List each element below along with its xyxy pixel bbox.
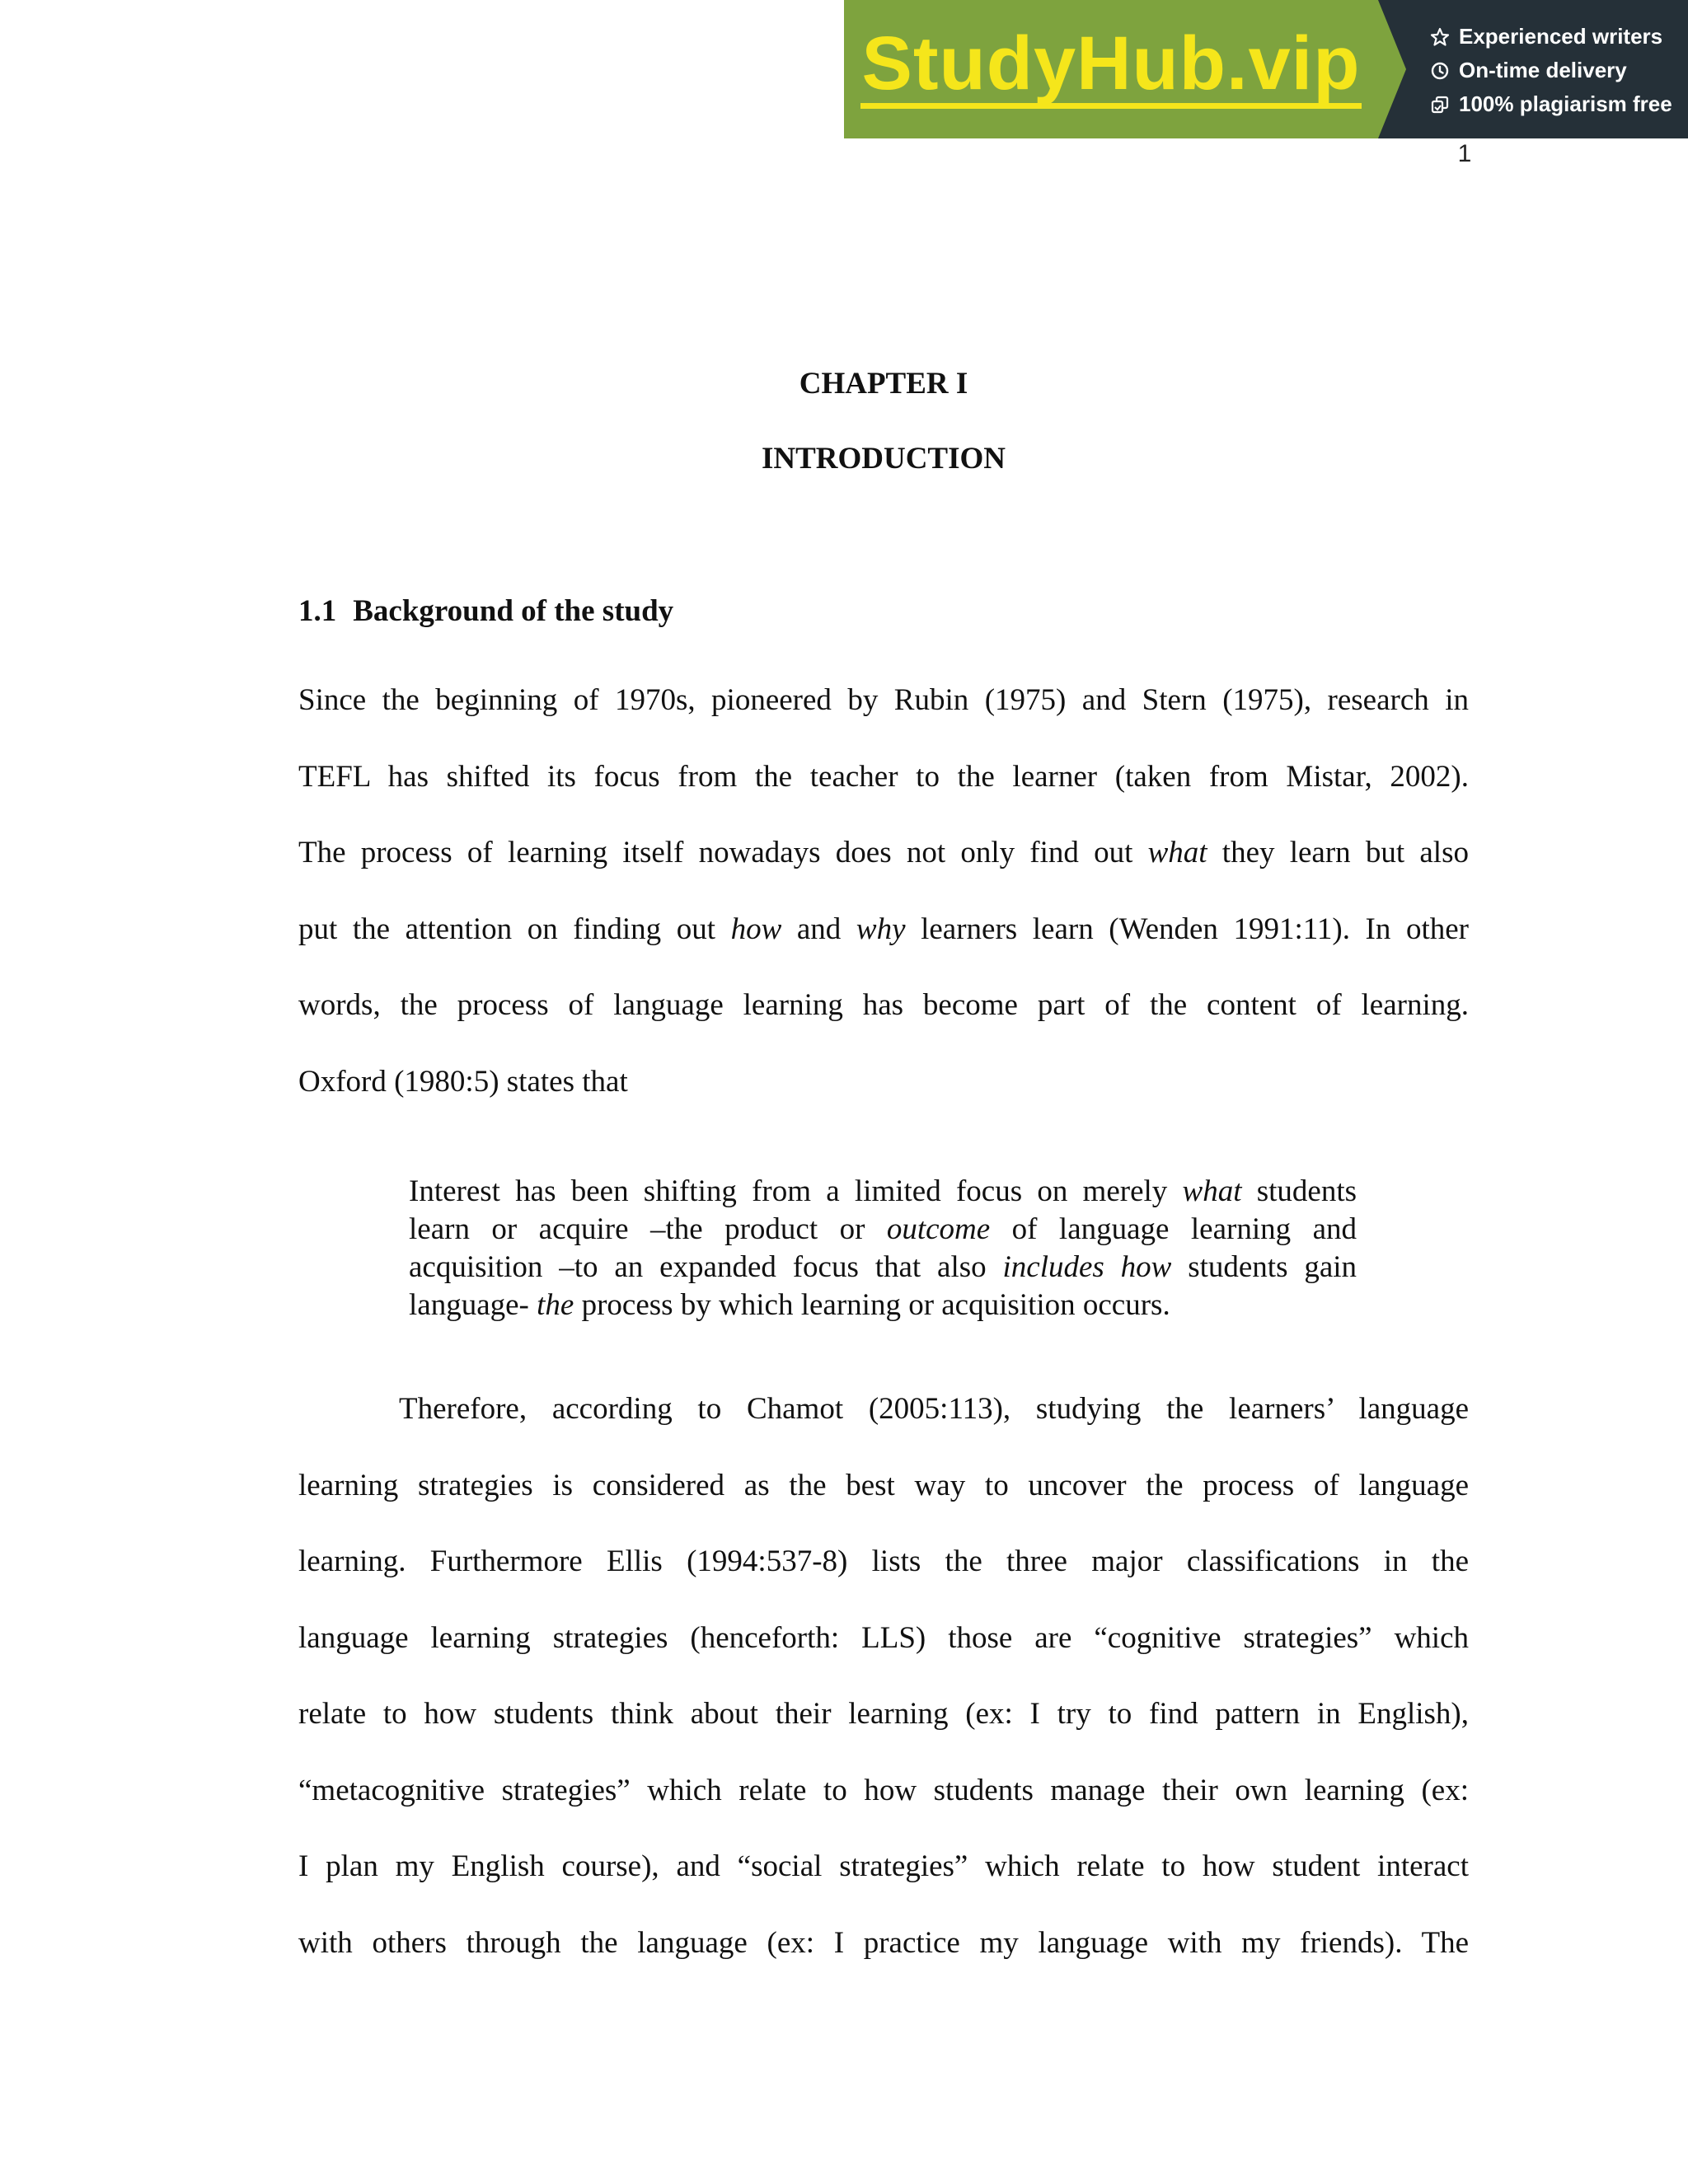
section-number: 1.1 xyxy=(298,594,337,628)
text-run: of language learning and xyxy=(990,1212,1357,1246)
text-run: acquisition –to an expanded focus that also xyxy=(409,1250,1003,1284)
italic-text: outcome xyxy=(886,1212,991,1246)
text-line: Oxford (1980:5) states that xyxy=(298,1064,628,1099)
banner-features xyxy=(1378,0,1688,138)
block-quote xyxy=(409,1174,1357,1325)
chapter-heading: CHAPTER I xyxy=(799,367,968,401)
star-icon xyxy=(1429,26,1451,48)
text-line: words, the process of language learning has become part of the content of learning. xyxy=(298,988,1469,1022)
studyhub-banner[interactable] xyxy=(844,0,1688,138)
feature-plagiarism-free xyxy=(1429,87,1688,121)
feature-label: Experienced writers xyxy=(1459,24,1663,49)
text-run: language- xyxy=(409,1288,537,1322)
banner-arrow-shape xyxy=(1378,0,1406,138)
studyhub-logo[interactable]: StudyHub.vip xyxy=(860,24,1362,109)
page-number: 1 xyxy=(1457,140,1472,167)
italic-text: what xyxy=(1147,836,1207,869)
text-run: process by which learning or acquisition occurs. xyxy=(574,1288,1170,1322)
text-line: TEFL has shifted its focus from the teacher to the learner (taken from Mistar, 2002). xyxy=(298,759,1469,794)
text-line: I plan my English course), and “social strategies” which relate to how student interact xyxy=(298,1849,1469,1883)
paragraph-2 xyxy=(298,1391,1469,2001)
text-run: and xyxy=(781,912,856,946)
text-line: with others through the language (ex: I practice my language with my friends). The xyxy=(298,1925,1469,1960)
text-run: Therefore, according to Chamot (2005:113), studying the learners’ language xyxy=(399,1392,1469,1426)
feature-experienced-writers xyxy=(1429,20,1688,54)
italic-text: why xyxy=(856,912,906,946)
text-line: relate to how students think about their learning (ex: I try to find pattern in English), xyxy=(298,1697,1469,1731)
text-line xyxy=(298,835,1469,912)
text-line xyxy=(298,1391,1469,1468)
text-run: students xyxy=(1241,1174,1357,1208)
feature-label: 100% plagiarism free xyxy=(1459,91,1672,116)
section-heading xyxy=(298,593,673,629)
feature-label: On-time delivery xyxy=(1459,58,1627,82)
text-run: The process of learning itself nowadays does not only find out xyxy=(298,836,1148,869)
quote-line xyxy=(409,1174,1357,1212)
chapter-title: INTRODUCTION xyxy=(761,442,1006,476)
section-title: Background of the study xyxy=(353,594,674,628)
paragraph-1 xyxy=(298,682,1469,1140)
text-line: language learning strategies (henceforth: LLS) those are “cognitive strategies” which xyxy=(298,1620,1469,1655)
italic-text: what xyxy=(1182,1174,1242,1208)
text-run: put the attention on finding out xyxy=(298,912,731,946)
quote-line xyxy=(409,1287,1357,1325)
italic-text: includes how xyxy=(1002,1250,1172,1284)
banner-logo-panel[interactable] xyxy=(844,0,1378,138)
clock-icon xyxy=(1429,60,1451,82)
copy-icon xyxy=(1429,94,1451,115)
feature-on-time-delivery xyxy=(1429,54,1688,87)
italic-text: how xyxy=(730,912,782,946)
text-run: Interest has been shifting from a limited focus on merely xyxy=(409,1174,1183,1208)
text-line: Since the beginning of 1970s, pioneered by Rubin (1975) and Stern (1975), research in xyxy=(298,683,1469,717)
text-line: “metacognitive strategies” which relate to how students manage their own learning (ex: xyxy=(298,1773,1469,1807)
text-run: learn or acquire –the product or xyxy=(409,1212,887,1246)
text-line: learning. Furthermore Ellis (1994:537-8) lists the three major classifications in the xyxy=(298,1544,1469,1578)
quote-line xyxy=(409,1212,1357,1249)
text-run: they learn but also xyxy=(1207,836,1469,869)
italic-text: the xyxy=(537,1288,574,1322)
text-run: students gain xyxy=(1171,1250,1357,1284)
quote-line xyxy=(409,1249,1357,1287)
text-run: learners learn (Wenden 1991:11). In other xyxy=(905,912,1469,946)
text-line xyxy=(298,912,1469,988)
text-line: learning strategies is considered as the best way to uncover the process of language xyxy=(298,1468,1469,1502)
